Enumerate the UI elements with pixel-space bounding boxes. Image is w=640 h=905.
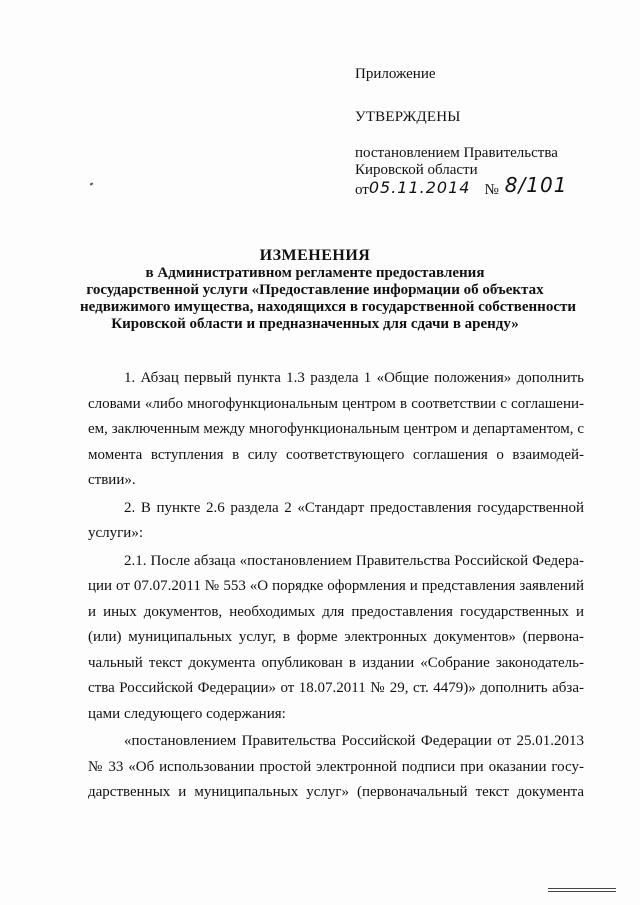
decree-line: постановлением Правительства [355, 145, 558, 161]
text-line: цами следующего содержания: [88, 705, 286, 722]
document-heading: ИЗМЕНЕНИЯ [259, 247, 371, 264]
footer-rule [548, 888, 616, 894]
paragraph-quote [88, 729, 584, 806]
title-block [80, 247, 576, 333]
text-line: 1. Абзац первый пункта 1.3 раздела 1 «Общие положения» дополнить [124, 370, 584, 386]
text-line: 2.1. После абзаца «постановлением Правительства Российской Федера- [124, 552, 584, 569]
text-line: 2. В пункте 2.6 раздела 2 «Стандарт предоставления государственной [124, 499, 584, 516]
title-line: недвижимого имущества, находящихся в государственной собственности [80, 299, 576, 315]
paragraph-1 [88, 366, 584, 494]
text-line: чальный текст документа опубликован в издании «Собрание законодатель- [88, 654, 584, 671]
number-sign: № [484, 182, 499, 198]
title-line: в Административном регламенте предоставления [145, 265, 485, 281]
text-line: ем, заключенным между многофункциональным центром и департаментом, с [88, 421, 584, 437]
handwritten-date: 05.11.2014 [368, 178, 471, 197]
date-prefix: от [355, 182, 369, 198]
scan-speck [90, 182, 94, 185]
handwritten-number: 8/101 [504, 173, 568, 197]
approved-label: УТВЕРЖДЕНЫ [355, 109, 461, 125]
text-line: ции от 07.07.2011 № 553 «О порядке оформления и представления заявлений [88, 578, 584, 594]
footer-rule-line [548, 888, 616, 889]
approval-block [355, 66, 615, 199]
paragraph-2 [88, 496, 584, 547]
appendix-label: Приложение [355, 66, 436, 82]
text-line: и иных документов, необходимых для предоставления государственных и [88, 603, 584, 620]
text-line: момента вступления в силу соответствующего соглашения о взаимодей- [88, 446, 584, 463]
footer-rule-line [548, 891, 616, 892]
title-line: Кировской области и предназначенных для сдачи в аренду» [111, 316, 519, 332]
paragraph-2-1 [88, 549, 584, 728]
text-line: ства Российской Федерации» от 18.07.2011 № 29, ст. 4479)» дополнить абза- [88, 680, 584, 696]
text-line: (или) муниципальных услуг, в форме электронных документов» (первона- [88, 629, 584, 645]
text-line: № 33 «Об использовании простой электронной подписи при оказании госу- [88, 758, 584, 775]
text-line: дарственных и муниципальных услуг» (первоначальный текст документа [88, 784, 584, 800]
title-line: государственной услуги «Предоставление информации об объектах [86, 282, 544, 298]
text-line: «постановлением Правительства Российской Федерации от 25.01.2013 [124, 733, 584, 749]
document-body [88, 366, 584, 808]
decree-date-line [355, 173, 615, 199]
region-line: Кировской области [355, 162, 478, 178]
text-line: услуги»: [88, 525, 143, 541]
text-line: словами «либо многофункциональным центром в соответствии с соглашени- [88, 395, 584, 412]
text-line: ствии». [88, 472, 136, 488]
